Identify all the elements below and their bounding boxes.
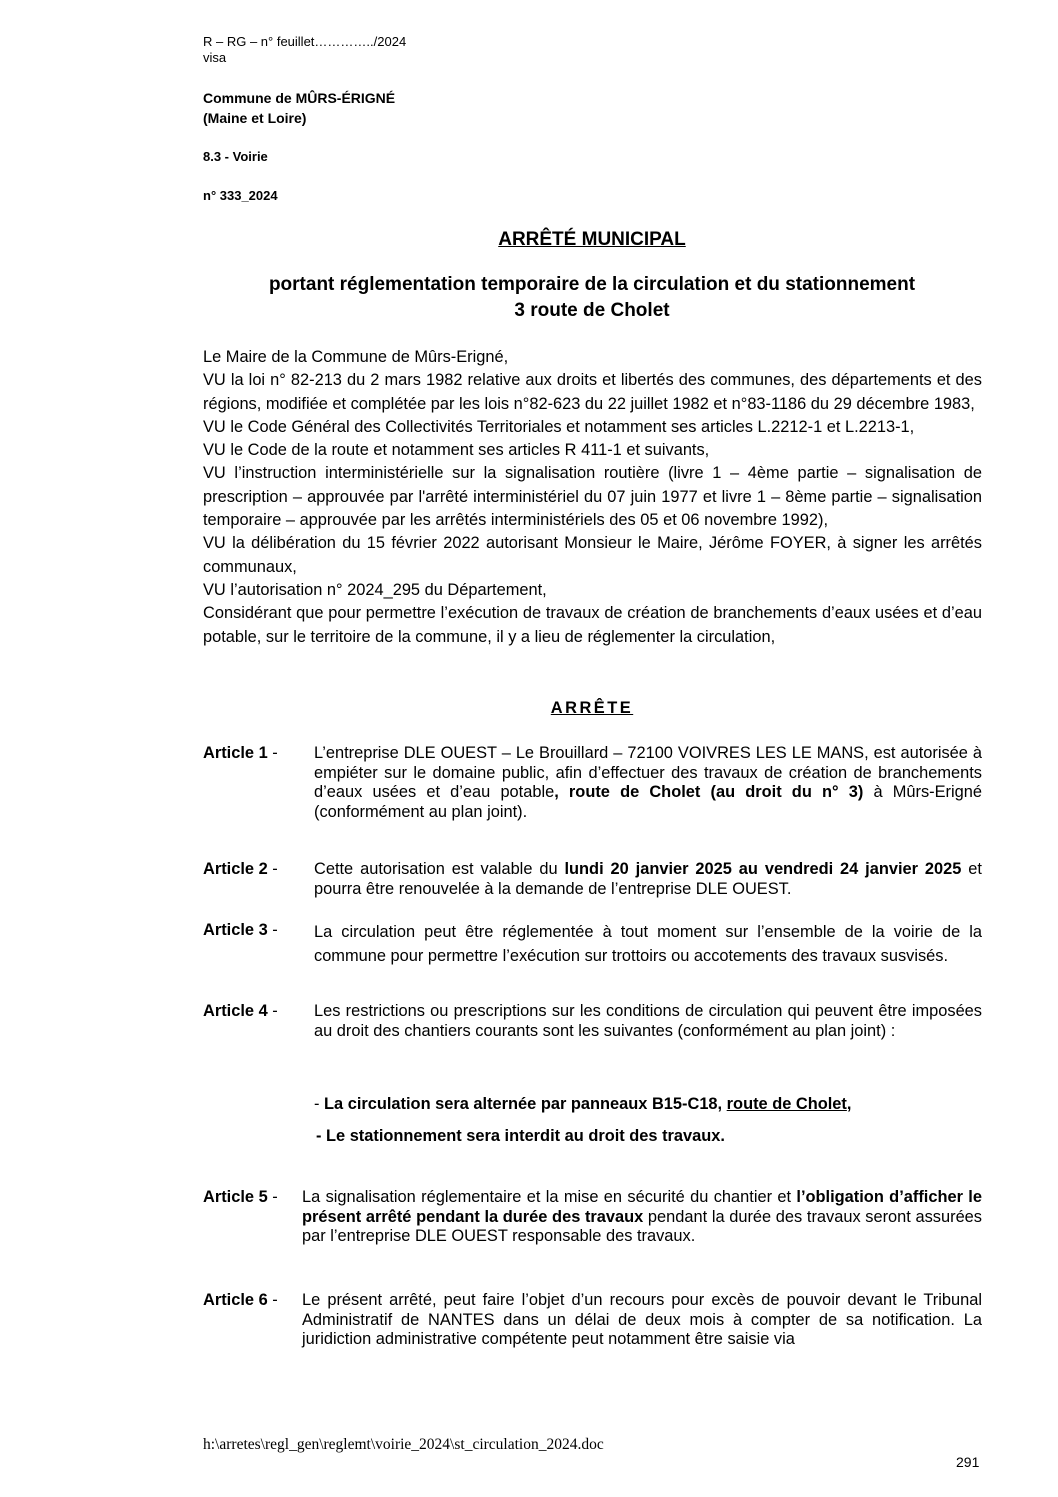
preamble-line: VU la loi n° 82-213 du 2 mars 1982 relative aux droits et libertés des communes, des départements et des régions, modifiée et complétée par les lois n°82-623 du 22 juillet 1982 et n°83-1186 du 29 décembre 1983, <box>203 371 982 413</box>
preamble-line: VU l’instruction interministérielle sur la signalisation routière (livre 1 – 4ème partie – signalisation de prescription – approuvée par l'arrêté interministériel du 07 juin 1977 et livre 1 – 8ème partie – signalisation temporaire – approuvée par les arrêtés interministériels des 05 et 06 novembre 1992), <box>203 464 982 530</box>
bullet-text: La circulation sera alternée par panneaux B15-C18, <box>324 1095 727 1113</box>
article-6-text: Le présent arrêté, peut faire l’objet d’un recours pour excès de pouvoir devant le Tribunal Administratif de NANTES dans un délai de deux mois à compter de sa notification. La juridiction administrative compétente peut notamment être saisie via <box>302 1291 982 1348</box>
article-1-location: , route de Cholet (au droit du n° 3) <box>554 783 864 801</box>
article-4-label: Article 4 - <box>203 1002 278 1020</box>
preamble <box>203 346 982 649</box>
article-label-text: Article 1 <box>203 744 268 762</box>
article-label-text: Article 5 <box>203 1188 268 1206</box>
bullet-text: , <box>846 1095 852 1113</box>
article-1-text <box>314 744 982 822</box>
visa-label: visa <box>203 50 227 65</box>
article-3-label: Article 3 - <box>203 921 278 939</box>
article-5-text-part: La signalisation réglementaire et la mise en sécurité du chantier et <box>302 1188 797 1206</box>
article-2-text <box>314 860 982 899</box>
bullet-road-name: route de Cholet <box>726 1095 847 1113</box>
preamble-line: Le Maire de la Commune de Mûrs-Erigné, <box>203 348 509 366</box>
article-2-text-part: Cette autorisation est valable du <box>314 860 565 878</box>
subtitle <box>0 272 1058 324</box>
page-number: 291 <box>956 1454 980 1470</box>
article-2-text-part: et pourra être renouvelée à la demande de l’entreprise DLE OUEST. <box>314 860 982 898</box>
article-5-label: Article 5 - <box>203 1188 278 1206</box>
article-3-text: La circulation peut être réglementée à tout moment sur l’ensemble de la voirie de la commune pour permettre l’exécution sur trottoirs ou accotements des travaux susvisés. <box>314 923 982 965</box>
file-path: h:\arretes\regl_gen\reglemt\voirie_2024\st_circulation_2024.doc <box>203 1436 604 1453</box>
article-2-dates: lundi 20 janvier 2025 au vendredi 24 janvier 2025 <box>564 860 962 878</box>
article-4-bullet-1: - La circulation sera alternée par panneaux B15-C18, route de Cholet, <box>314 1095 852 1113</box>
article-5-obligation: l’obligation d’afficher le présent arrêté pendant la durée des travaux <box>302 1188 982 1226</box>
preamble-line: VU le Code Général des Collectivités Territoriales et notamment ses articles L.2212-1 et L.2213-1, <box>203 417 915 436</box>
subtitle-line-2: 3 route de Cholet <box>514 300 670 321</box>
article-5-text-part: pendant la durée des travaux seront assurées par l’entreprise DLE OUEST responsable des travaux. <box>302 1207 982 1245</box>
article-label-text: Article 6 <box>203 1291 268 1309</box>
article-4-bullet-2: - Le stationnement sera interdit au droit des travaux. <box>316 1127 725 1145</box>
article-label-text: Article 2 <box>203 860 268 878</box>
preamble-line: Considérant que pour permettre l’exécution de travaux de création de branchements d’eaux usées et d’eau potable, sur le territoire de la commune, il y a lieu de réglementer la circulation, <box>203 604 982 646</box>
reference-line: R – RG – n° feuillet…………../2024 <box>203 34 407 49</box>
arrete-heading: ARRÊTE <box>550 699 634 717</box>
article-2-label: Article 2 - <box>203 860 278 878</box>
article-6-label: Article 6 - <box>203 1291 278 1309</box>
article-1-text-part: L’entreprise DLE OUEST – Le Brouillard – 72100 VOIVRES LES LE MANS, est autorisée à empiéter sur le domaine public, afin d’effectuer des travaux de création de branchements d’eaux usées et d’eau potable <box>314 744 982 801</box>
article-4-text: Les restrictions ou prescriptions sur les conditions de circulation qui peuvent être imposées au droit des chantiers courants sont les suivantes (conformément au plan joint) : <box>314 1002 982 1040</box>
article-label-text: Article 3 <box>203 921 268 939</box>
article-5-text <box>302 1188 982 1247</box>
arrete-number: n° 333_2024 <box>203 188 278 203</box>
article-1-label: Article 1 - <box>203 744 278 762</box>
page-title: ARRÊTÉ MUNICIPAL <box>498 229 686 250</box>
preamble-line: VU la délibération du 15 février 2022 autorisant Monsieur le Maire, Jérôme FOYER, à signer les arrêtés communaux, <box>203 534 982 576</box>
preamble-line: VU l’autorisation n° 2024_295 du Département, <box>203 580 547 599</box>
preamble-line: VU le Code de la route et notamment ses articles R 411-1 et suivants, <box>203 441 710 460</box>
subtitle-line-1: portant réglementation temporaire de la circulation et du stationnement <box>268 274 916 295</box>
category-label: 8.3 - Voirie <box>203 149 268 164</box>
article-1-text-part: à Mûrs-Erigné (conformément au plan joint). <box>314 783 982 821</box>
departement-name: (Maine et Loire) <box>203 110 307 126</box>
article-label-text: Article 4 <box>203 1002 268 1020</box>
commune-name: Commune de MÛRS-ÉRIGNÉ <box>203 90 396 106</box>
